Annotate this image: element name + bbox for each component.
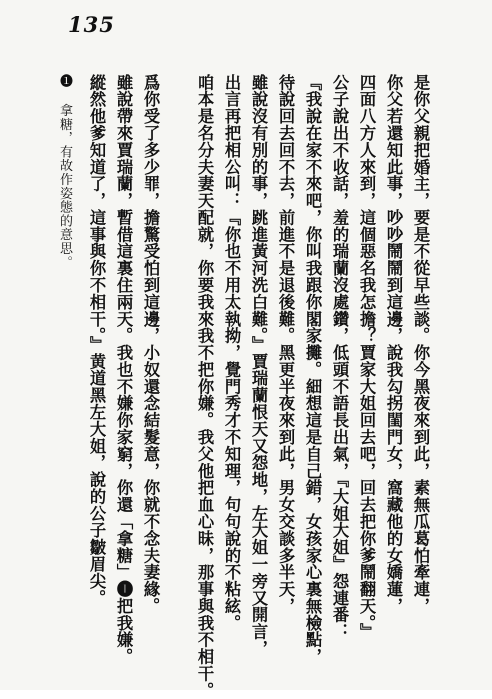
text-line: 你父若還知此事，吵吵鬧鬧到這邊，說我勾拐閨門女，窩藏他的女嬌蓮，	[384, 74, 403, 615]
text-line: 雖說帶來賈瑞蘭，暫借這裏住兩天。我也不嫌你家窮，你還「拿糖」❶把我嫌。	[114, 74, 133, 666]
text-line: 是你父親把婚主，要是不從早些談。你今黑夜來到此，素無瓜葛怕牽連，	[411, 74, 430, 615]
text-line: 四面八方人來到，這個惡名我怎擔？賈家大姐回去吧，回去把你爹鬧翻天。』	[357, 74, 376, 641]
text-line: 雖說沒有別的事，跳進黃河洗白難。』賈瑞蘭恨天又怨地，左大姐一旁又開言，	[249, 74, 268, 658]
text-line: 縱然他爹知道了，這事與你不相干。』黄道黑左大姐，說的公子皺眉尖。	[87, 74, 106, 607]
footnote: ❶ 拿糖，有故作姿態的意思。	[57, 74, 72, 270]
text-line: 公子說出不收話，羞的瑞蘭沒處鑽，低頭不語長出氣，『大姐大姐』怨連番：	[330, 74, 349, 641]
text-line: 爲你受了多少罪，擔驚受怕到這邊，小奴還念結髮意，你就不念夫妻緣。	[141, 74, 160, 615]
text-line: 出言再把相公叫：『你也不用太執拗，覺門秀才不知理，句句說的不粘絃。	[222, 74, 241, 632]
text-line: 咱本是名分夫妻天配就，你要我來我不把你嫌。我父他把血心昧，那事與我不相干。	[195, 74, 214, 699]
text-line: 『我說在家不來吧，你叫我跟你閣家攤。細想這是自己錯，女孩家心裏無檢點，	[303, 74, 322, 666]
page-number: 135	[68, 12, 115, 37]
text-line: 待說回去回不去，前進不是退後難。黑更半夜來到此，男女交談多半天，	[276, 74, 295, 615]
